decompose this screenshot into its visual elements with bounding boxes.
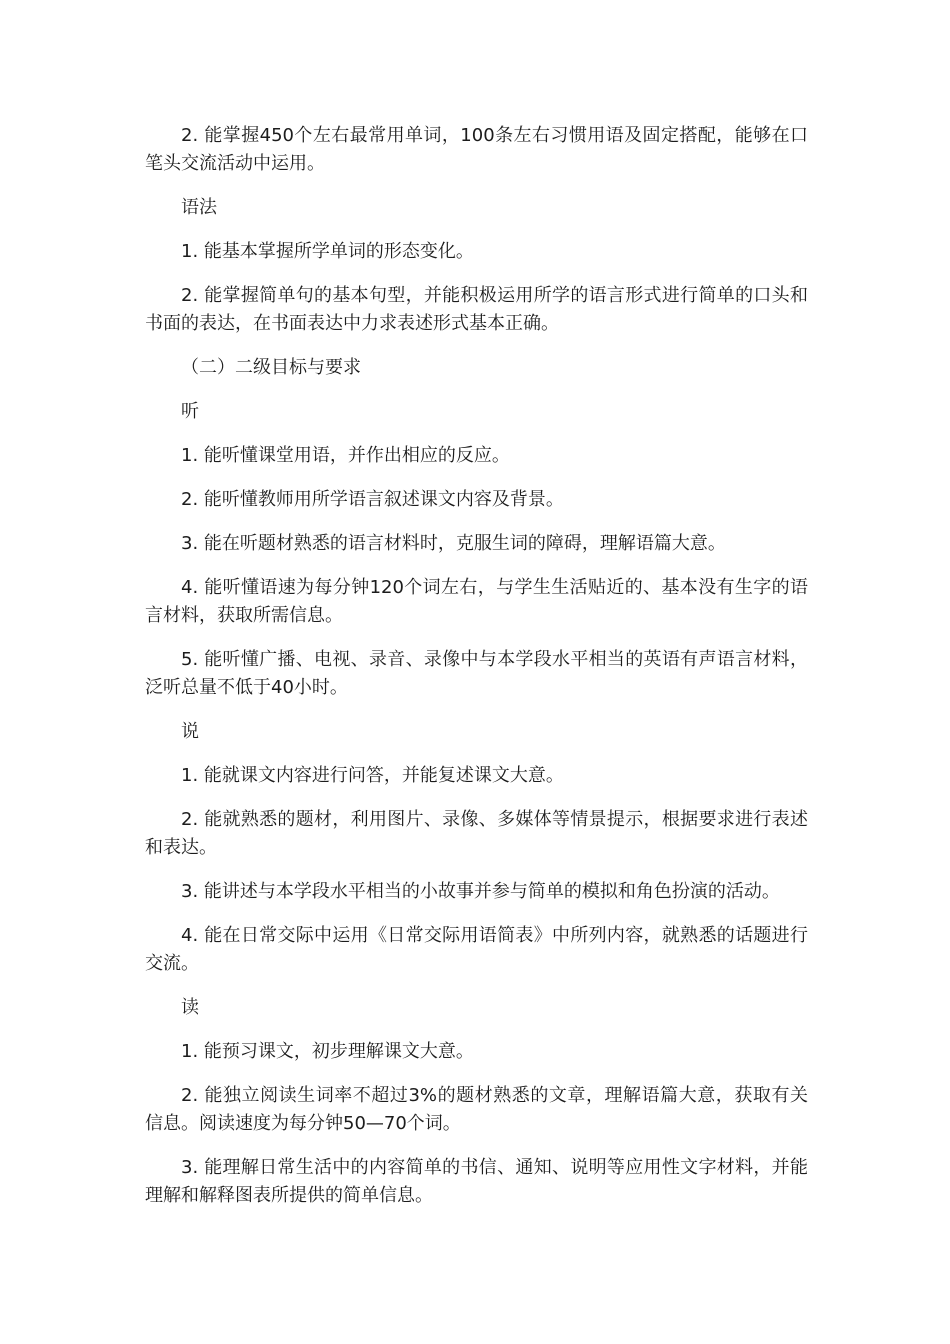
paragraph: 5. 能听懂广播、电视、录音、录像中与本学段水平相当的英语有声语言材料，泛听总量不低于40小时。 (145, 649, 808, 698)
paragraph: 3. 能在听题材熟悉的语言材料时，克服生词的障碍，理解语篇大意。 (181, 533, 726, 554)
paragraph: 1. 能听懂课堂用语，并作出相应的反应。 (181, 445, 510, 466)
section-heading: 读 (181, 997, 199, 1018)
paragraph: 2. 能听懂教师用所学语言叙述课文内容及背景。 (181, 489, 564, 510)
paragraph: 2. 能掌握简单句的基本句型，并能积极运用所学的语言形式进行简单的口头和书面的表达，在书面表达中力求表述形式基本正确。 (145, 285, 808, 334)
paragraph: 4. 能在日常交际中运用《日常交际用语简表》中所列内容，就熟悉的话题进行交流。 (145, 925, 808, 974)
section-heading: 听 (181, 401, 199, 422)
paragraph: 1. 能预习课文，初步理解课文大意。 (181, 1041, 474, 1062)
paragraph: 3. 能讲述与本学段水平相当的小故事并参与简单的模拟和角色扮演的活动。 (181, 881, 780, 902)
section-heading: 说 (181, 721, 199, 742)
paragraph: 2. 能就熟悉的题材，利用图片、录像、多媒体等情景提示，根据要求进行表述和表达。 (145, 809, 808, 858)
paragraph: 4. 能听懂语速为每分钟120个词左右，与学生生活贴近的、基本没有生字的语言材料，获取所需信息。 (145, 577, 808, 626)
paragraph: 3. 能理解日常生活中的内容简单的书信、通知、说明等应用性文字材料，并能理解和解释图表所提供的简单信息。 (145, 1157, 808, 1206)
paragraph: 2. 能掌握450个左右最常用单词，100条左右习惯用语及固定搭配，能够在口笔头交流活动中运用。 (145, 125, 808, 174)
paragraph: 1. 能基本掌握所学单词的形态变化。 (181, 241, 474, 262)
section-heading: （二）二级目标与要求 (181, 357, 361, 378)
section-heading: 语法 (181, 197, 217, 218)
paragraph: 2. 能独立阅读生词率不超过3%的题材熟悉的文章，理解语篇大意，获取有关信息。阅读速度为每分钟50—70个词。 (145, 1085, 808, 1134)
paragraph: 1. 能就课文内容进行问答，并能复述课文大意。 (181, 765, 564, 786)
